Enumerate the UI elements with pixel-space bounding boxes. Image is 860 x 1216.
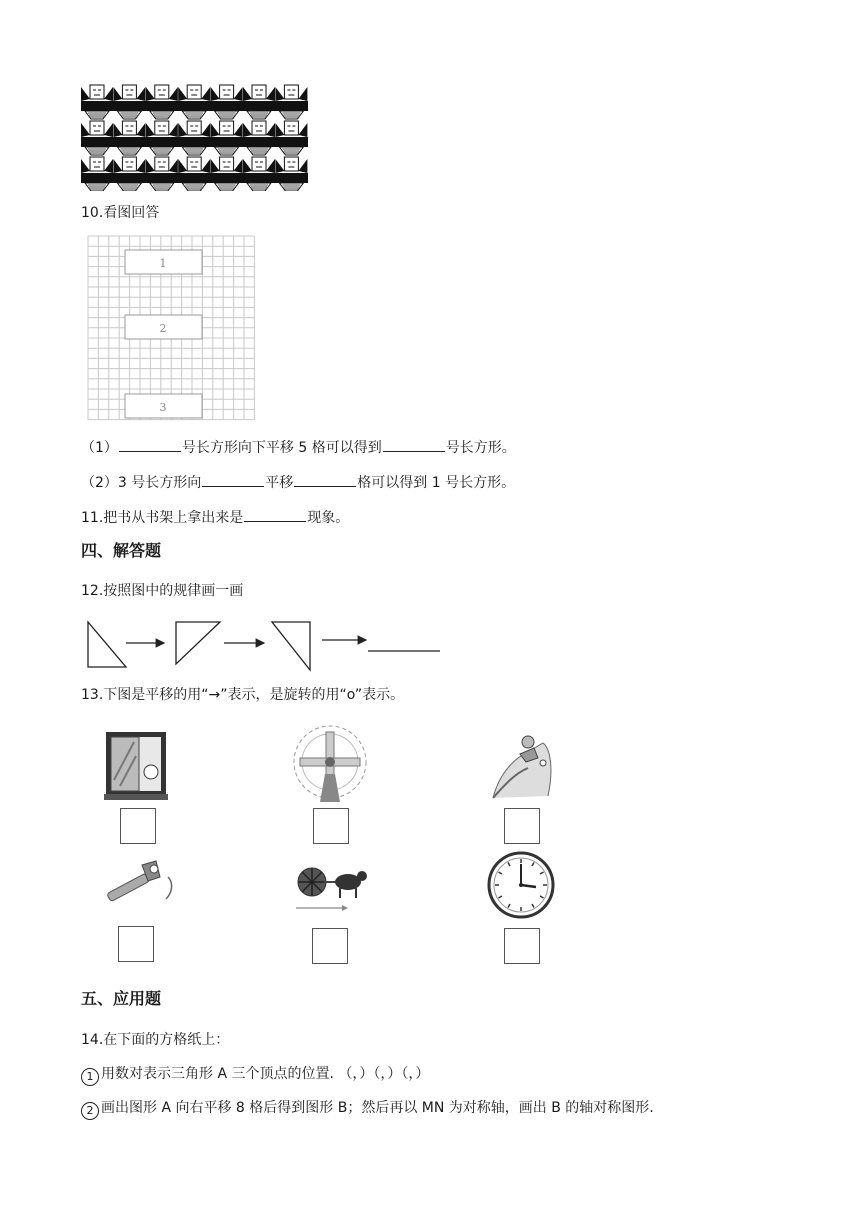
- q12-triangle-pattern: [84, 618, 444, 672]
- slide-picture: [488, 728, 558, 800]
- q10-sub1-number: （1）: [81, 440, 118, 456]
- rect-2-label: 2: [159, 322, 167, 335]
- fan-picture: [290, 724, 370, 804]
- q10-grid-figure: [86, 234, 258, 422]
- rect-1-label: 1: [159, 257, 167, 270]
- section-5-heading: 五、应用题: [81, 989, 162, 1008]
- q14-item-1: [81, 1064, 429, 1086]
- answer-blank[interactable]: [202, 472, 264, 487]
- q10-title: 10.看图回答: [81, 205, 160, 221]
- answer-blank[interactable]: [244, 507, 306, 522]
- answer-box-clock[interactable]: [504, 928, 540, 964]
- q10-sub1-text: 号长方形向下平移 5 格可以得到: [181, 440, 382, 456]
- q10-sub2-mid: 平移: [265, 475, 294, 491]
- section-4-heading: 四、解答题: [81, 541, 162, 560]
- q14-item-2: [81, 1098, 654, 1120]
- answer-blank[interactable]: [294, 472, 356, 487]
- clock-picture: [486, 850, 556, 920]
- item-2-text: 画出图形 A 向右平移 8 格后得到图形 B；然后再以 MN 为对称轴，画出 B 的轴对称图形.: [101, 1100, 654, 1116]
- window-picture: [104, 730, 168, 800]
- answer-box-ox-cart[interactable]: [312, 928, 348, 964]
- answer-box-window[interactable]: [120, 808, 156, 844]
- q10-sub1-tail: 号长方形。: [445, 440, 516, 456]
- q10-sub1: [81, 437, 516, 458]
- triangle-1: [88, 622, 126, 667]
- triangle-3: [272, 622, 310, 670]
- item-1-text: 用数对表示三角形 A 三个顶点的位置. （，）（，）（，）: [101, 1066, 430, 1082]
- answer-blank[interactable]: [119, 437, 181, 452]
- answer-box-wrench[interactable]: [118, 926, 154, 962]
- ox-cart-picture: [292, 860, 372, 918]
- answer-box-slide[interactable]: [504, 808, 540, 844]
- q10-sub2-text: （2）3 号长方形向: [81, 475, 202, 491]
- q12-title: 12.按照图中的规律画一画: [81, 583, 244, 599]
- q11: [81, 507, 349, 528]
- item-1-number: 1: [81, 1068, 99, 1086]
- q10-sub2: [81, 472, 515, 493]
- tile-pattern-image: [81, 83, 308, 191]
- q11-text: 11.把书从书架上拿出来是: [81, 510, 244, 526]
- q13-title: 13.下图是平移的用“→”表示，是旋转的用“o”表示。: [81, 687, 405, 703]
- item-2-number: 2: [81, 1102, 99, 1120]
- triangle-2: [176, 622, 220, 664]
- answer-blank[interactable]: [383, 437, 445, 452]
- wrench-picture: [102, 855, 182, 911]
- q11-tail: 现象。: [307, 510, 350, 526]
- q10-sub2-tail: 格可以得到 1 号长方形。: [357, 475, 516, 491]
- q14-title: 14.在下面的方格纸上：: [81, 1032, 230, 1048]
- answer-box-fan[interactable]: [313, 808, 349, 844]
- rect-3-label: 3: [159, 401, 167, 414]
